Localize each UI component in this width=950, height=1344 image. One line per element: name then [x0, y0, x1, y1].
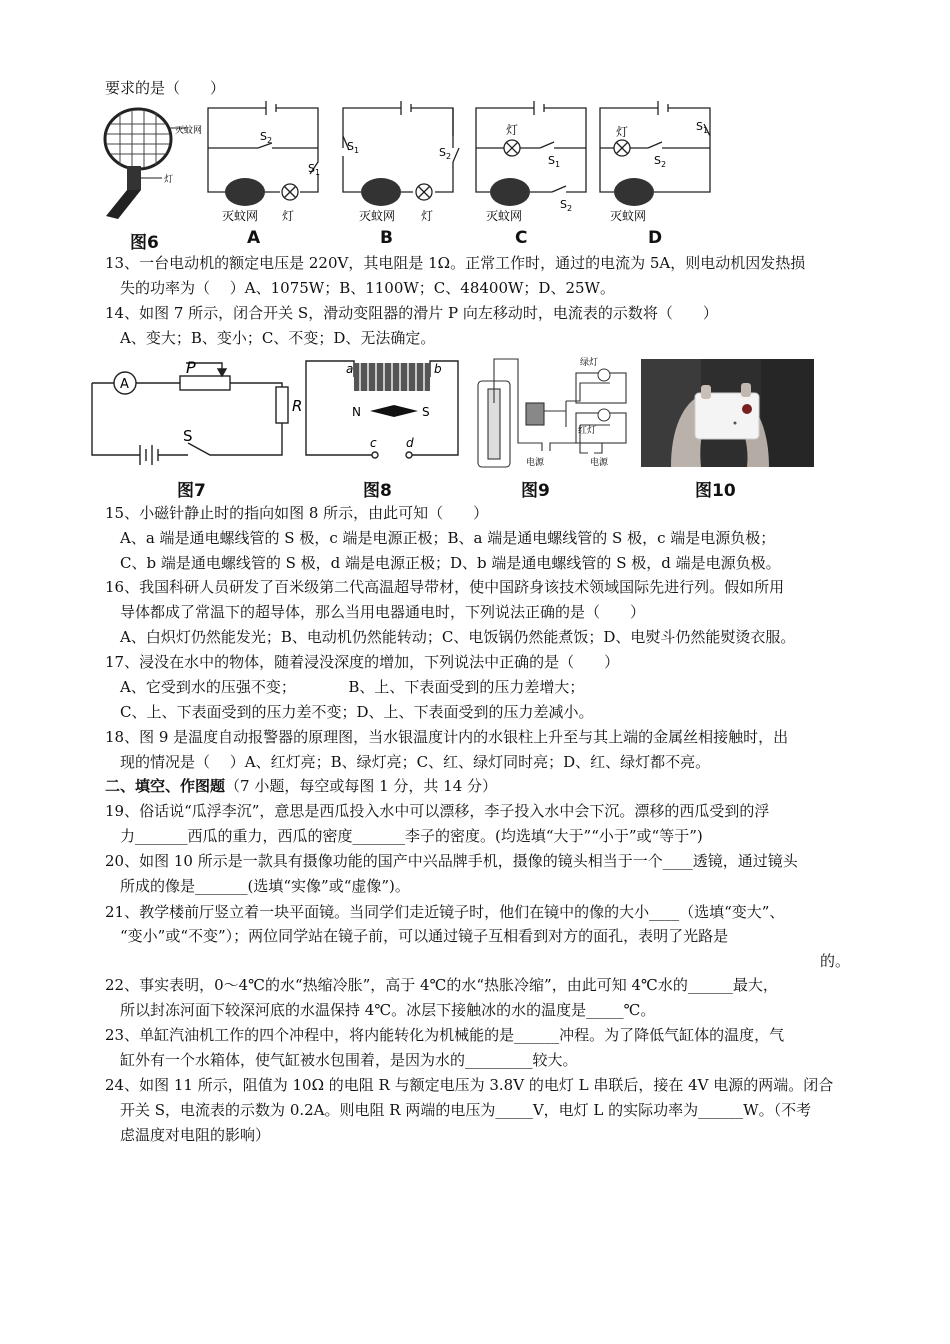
- fig9-red-label: 红灯: [578, 426, 597, 436]
- svg-text:S2: $S_2$: [560, 198, 573, 213]
- fig6-lamp-label: 灯: [164, 175, 174, 185]
- q17-line2: A、它受到水的压强不变； B、上、下表面受到的压力差增大；: [120, 678, 585, 696]
- svg-text:S1: $S_1$: [696, 120, 709, 135]
- fig9-green-label: 绿灯: [580, 358, 599, 368]
- caption-c: C: [515, 228, 528, 248]
- fig8-n-label: N: [352, 405, 361, 419]
- q15-line3: C、b 端是通电螺线管的 S 极，d 端是电源正极；D、b 端是通电螺线管的 S 极，d 端是电源负极。: [120, 554, 781, 572]
- q20-line2: 所成的像是_______(选填“实像”或“虚像”)。: [120, 877, 410, 895]
- circuit-b: [335, 100, 465, 225]
- circuit-b-net-label: 灭蚊网: [359, 209, 396, 223]
- q16-line1: 16、我国科研人员研发了百米级第二代高温超导带材，使中国跻身该技术领域国际先进行列。假如所用: [105, 578, 785, 596]
- q24-line2: 开关 S，电流表的示数为 0.2A。则电阻 R 两端的电压为_____V，电灯 L 的实际功率为______W。（不考: [120, 1101, 812, 1119]
- circuit-a: [200, 100, 330, 225]
- caption-a: A: [247, 228, 261, 248]
- q20-line1: 20、如图 10 所示是一款具有摄像功能的国产中兴品牌手机，摄像的镜头相当于一个____透镜，通过镜头: [105, 852, 798, 870]
- q13-line1: 13、一台电动机的额定电压是 220V，其电阻是 1Ω。正常工作时，通过的电流为 5A，则电动机因发热损: [105, 254, 806, 272]
- circuit-a-net-label: 灭蚊网: [222, 209, 259, 223]
- q15-line2: A、a 端是通电螺线管的 S 极，c 端是电源正极；B、a 端是通电螺线管的 S 极，c 端是电源负极；: [120, 529, 776, 547]
- q19-line1: 19、俗话说“瓜浮李沉”，意思是西瓜投入水中可以漂移，李子投入水中会下沉。漂移的西瓜受到的浮: [105, 802, 770, 820]
- caption-fig7: 图7: [177, 481, 206, 501]
- question-12-stem-tail: 要求的是（ ）: [105, 79, 226, 97]
- svg-text:S1: $S_1$: [308, 162, 321, 177]
- svg-text:S1: $S_1$: [347, 140, 360, 155]
- fig8-b-label: b: [434, 362, 442, 376]
- q17-line3: C、上、下表面受到的压力差不变；D、上、下表面受到的压力差减小。: [120, 703, 594, 721]
- q21-line3: 的。: [820, 952, 851, 970]
- circuit-a-lamp-label: 灯: [282, 209, 295, 223]
- fig9-power1-label: 电源: [526, 458, 545, 468]
- fig9-alarm: [470, 355, 635, 470]
- fig7-r-label: R: [292, 397, 303, 415]
- fig7-s-label: S: [183, 427, 193, 445]
- q13-line2: 失的功率为（ ）A、1075W；B、1100W；C、48400W；D、25W。: [120, 279, 615, 297]
- fig7-p-label: P: [186, 358, 196, 377]
- q18-line2: 现的情况是（ ）A、红灯亮；B、绿灯亮；C、红、绿灯同时亮；D、红、绿灯都不亮。: [120, 753, 711, 771]
- q17-line1: 17、浸没在水中的物体，随着浸没深度的增加，下列说法中正确的是（ ）: [105, 653, 620, 671]
- svg-text:S2: $S_2$: [260, 130, 273, 145]
- caption-fig6: 图6: [130, 233, 159, 253]
- fig9-power2-label: 电源: [590, 458, 609, 468]
- fig6-net-label: 灭蚊网: [175, 126, 203, 136]
- q16-line3: A、白炽灯仍然能发光；B、电动机仍然能转动；C、电饭锅仍然能煮饭；D、电熨斗仍然能熨烫衣服。: [120, 628, 796, 646]
- caption-fig8: 图8: [363, 481, 392, 501]
- fig8-s-label: S: [422, 405, 430, 419]
- circuit-d-net-label: 灭蚊网: [610, 209, 647, 223]
- svg-text:灯: 灯: [506, 123, 519, 137]
- caption-fig9: 图9: [521, 481, 550, 501]
- fig8-c-label: c: [370, 436, 377, 450]
- fig7-ammeter-label: A: [120, 377, 129, 392]
- q18-line1: 18、图 9 是温度自动报警器的原理图，当水银温度计内的水银柱上升至与其上端的金属丝相接触时，出: [105, 728, 789, 746]
- q16-line2: 导体都成了常温下的超导体，那么当用电器通电时，下列说法正确的是（ ）: [120, 603, 646, 621]
- section2-heading: [105, 776, 497, 796]
- q23-line1: 23、单缸汽油机工作的四个冲程中，将内能转化为机械能的是______冲程。为了降低气缸体的温度，气: [105, 1026, 785, 1044]
- section2-note: （7 小题，每空或每图 1 分，共 14 分）: [225, 777, 498, 795]
- circuit-b-lamp-label: 灯: [421, 209, 434, 223]
- q24-line1: 24、如图 11 所示，阻值为 10Ω 的电阻 R 与额定电压为 3.8V 的电灯 L 串联后，接在 4V 电源的两端。闭合: [105, 1076, 834, 1094]
- caption-b: B: [380, 228, 393, 248]
- q22-line1: 22、事实表明，0～4℃的水“热缩冷胀”，高于 4℃的水“热胀冷缩”，由此可知 4℃水的______最大，: [105, 976, 778, 994]
- section2-title: 二、填空、作图题: [105, 777, 226, 795]
- fig8-d-label: d: [406, 436, 414, 450]
- q21-line1: 21、教学楼前厅竖立着一块平面镜。当同学们走近镜子时，他们在镜中的像的大小____（选填“变大”、: [105, 903, 785, 921]
- q24-line3: 虑温度对电阻的影响）: [120, 1126, 271, 1144]
- fig6-bug-zapper: [90, 104, 215, 224]
- svg-text:S2: $S_2$: [654, 154, 667, 169]
- fig10-phone-photo: [641, 359, 814, 467]
- fig7-circuit: [88, 355, 303, 470]
- svg-text:S1: $S_1$: [548, 154, 561, 169]
- caption-fig10: 图10: [695, 481, 736, 501]
- fig8-solenoid: [302, 355, 462, 470]
- circuit-d: [592, 100, 717, 225]
- q14-line2: A、变大；B、变小；C、不变；D、无法确定。: [120, 329, 436, 347]
- caption-d: D: [648, 228, 663, 248]
- circuit-c-net-label: 灭蚊网: [486, 209, 523, 223]
- q22-line2: 所以封冻河面下较深河底的水温保持 4℃。冰层下接触冰的水的温度是_____℃。: [120, 1001, 656, 1019]
- q19-line2: 力_______西瓜的重力，西瓜的密度_______李子的密度。(均选填“大于”“小于”或“等于”): [120, 827, 703, 845]
- fig8-a-label: a: [346, 362, 354, 376]
- circuit-c: [468, 100, 593, 225]
- q14-line1: 14、如图 7 所示，闭合开关 S，滑动变阻器的滑片 P 向左移动时，电流表的示数将（ ）: [105, 304, 718, 322]
- q23-line2: 缸外有一个水箱体，使气缸被水包围着，是因为水的_________较大。: [120, 1051, 578, 1069]
- svg-text:S2: $S_2$: [439, 146, 452, 161]
- q15-line1: 15、小磁针静止时的指向如图 8 所示，由此可知（ ）: [105, 504, 489, 522]
- svg-text:灯: 灯: [616, 125, 629, 139]
- q21-line2: “变小”或“不变”）；两位同学站在镜子前，可以通过镜子互相看到对方的面孔，表明了光路是: [120, 927, 729, 945]
